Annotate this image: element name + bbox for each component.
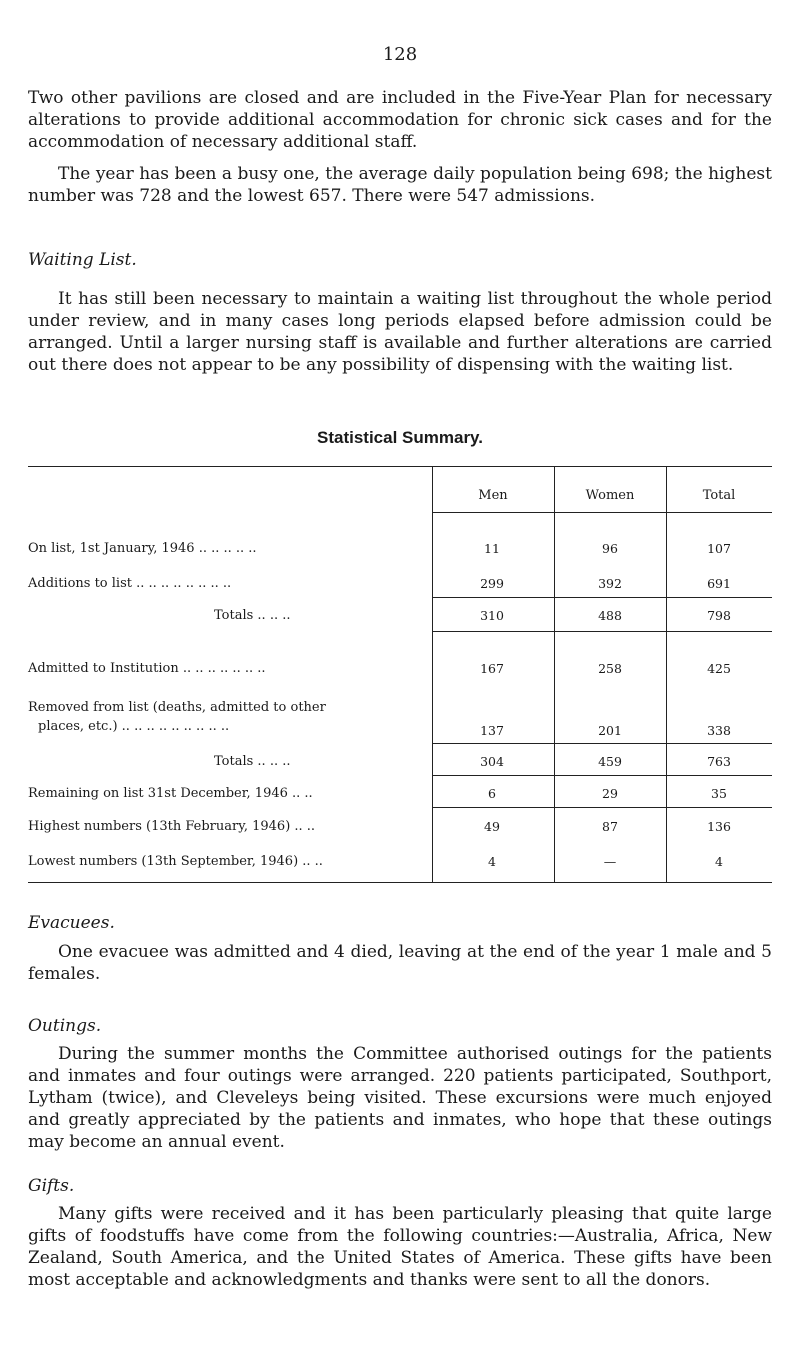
cell-women: 488: [598, 608, 622, 623]
row-label: Highest numbers (13th February, 1946) .. ..: [28, 819, 316, 834]
cell-total: 425: [707, 661, 731, 676]
cell-women: 87: [602, 819, 618, 834]
evacuees-heading: Evacuees.: [28, 913, 115, 933]
cell-men: 4: [488, 854, 496, 869]
intro-paragraph-2: The year has been a busy one, the average daily population being 698; the highest number was 728 and the lowest 657. There were 547 admissions.: [28, 164, 772, 206]
column-header-women: Women: [585, 488, 635, 503]
cell-women: 201: [598, 723, 622, 738]
intro-paragraph-1: Two other pavilions are closed and are included in the Five-Year Plan for necessary alterations to provide additional accommodation for chronic sick cases and for the accommodation of necessary additional staff.: [28, 88, 772, 152]
statistical-summary-table: [28, 466, 772, 886]
table-title: Statistical Summary.: [317, 428, 483, 447]
cell-total: 107: [707, 541, 731, 556]
column-header-men: Men: [478, 488, 508, 503]
cell-women: 258: [598, 661, 622, 676]
row-label-totals: Totals .. .. ..: [214, 754, 291, 769]
row-label: Lowest numbers (13th September, 1946) .. ..: [28, 854, 323, 869]
row-rule: [432, 807, 772, 808]
cell-men: 310: [480, 608, 504, 623]
header-rule: [432, 512, 772, 513]
row-label: Remaining on list 31st December, 1946 .. ..: [28, 786, 313, 801]
cell-women: —: [603, 854, 617, 869]
cell-men: 11: [484, 541, 500, 556]
table-top-rule: [28, 466, 772, 467]
row-rule: [432, 775, 772, 776]
row-label: Admitted to Institution .. .. .. .. .. .. ..: [28, 661, 266, 676]
cell-women: 96: [602, 541, 618, 556]
cell-men: 304: [480, 754, 504, 769]
row-label-totals: Totals .. .. ..: [214, 608, 291, 623]
cell-men: 167: [480, 661, 504, 676]
cell-men: 49: [484, 819, 500, 834]
evacuees-paragraph: One evacuee was admitted and 4 died, leaving at the end of the year 1 male and 5 females.: [28, 942, 772, 984]
cell-total: 691: [707, 576, 731, 591]
table-bottom-rule: [28, 882, 772, 883]
cell-total: 763: [707, 754, 731, 769]
row-rule: [432, 597, 772, 598]
column-header-total: Total: [702, 488, 736, 503]
gifts-heading: Gifts.: [28, 1176, 75, 1196]
row-label-continued: places, etc.) .. .. .. .. .. .. .. .. ..: [38, 719, 230, 734]
cell-women: 392: [598, 576, 622, 591]
waiting-list-paragraph: It has still been necessary to maintain a waiting list throughout the whole period under review, and in many cases long periods elapsed before admission could be arranged. Until a larger nursing staff is available and further alterations are carried out there does not appear to be any possibility of dispensing with the waiting list.: [28, 289, 772, 375]
cell-total: 136: [707, 819, 731, 834]
cell-men: 6: [488, 786, 496, 801]
cell-women: 29: [602, 786, 618, 801]
page-number: 128: [382, 44, 418, 65]
cell-total: 35: [711, 786, 727, 801]
outings-paragraph: During the summer months the Committee authorised outings for the patients and inmates and four outings were arranged. 220 patients participated, Southport, Lytham (twice), and Cleveleys being visited. These excursions were much enjoyed and greatly appreciated by the patients and inmates, who hope that these outings may become an annual event.: [28, 1044, 772, 1152]
row-rule: [432, 631, 772, 632]
row-label: Additions to list .. .. .. .. .. .. .. ..: [28, 576, 232, 591]
waiting-list-heading: Waiting List.: [28, 250, 137, 270]
row-label: On list, 1st January, 1946 .. .. .. .. ..: [28, 541, 257, 556]
cell-total: 798: [707, 608, 731, 623]
column-divider: [432, 466, 433, 882]
cell-women: 459: [598, 754, 622, 769]
cell-men: 299: [480, 576, 504, 591]
row-rule: [432, 743, 772, 744]
row-label: Removed from list (deaths, admitted to other: [28, 700, 326, 715]
cell-total: 4: [715, 854, 723, 869]
cell-men: 137: [480, 723, 504, 738]
cell-total: 338: [707, 723, 731, 738]
outings-heading: Outings.: [28, 1016, 102, 1036]
gifts-paragraph: Many gifts were received and it has been particularly pleasing that quite large gifts of foodstuffs have come from the following countries:—Australia, Africa, New Zealand, South America, and the United States of America. These gifts have been most acceptable and acknowledgments and thanks were sent to all the donors.: [28, 1204, 772, 1290]
